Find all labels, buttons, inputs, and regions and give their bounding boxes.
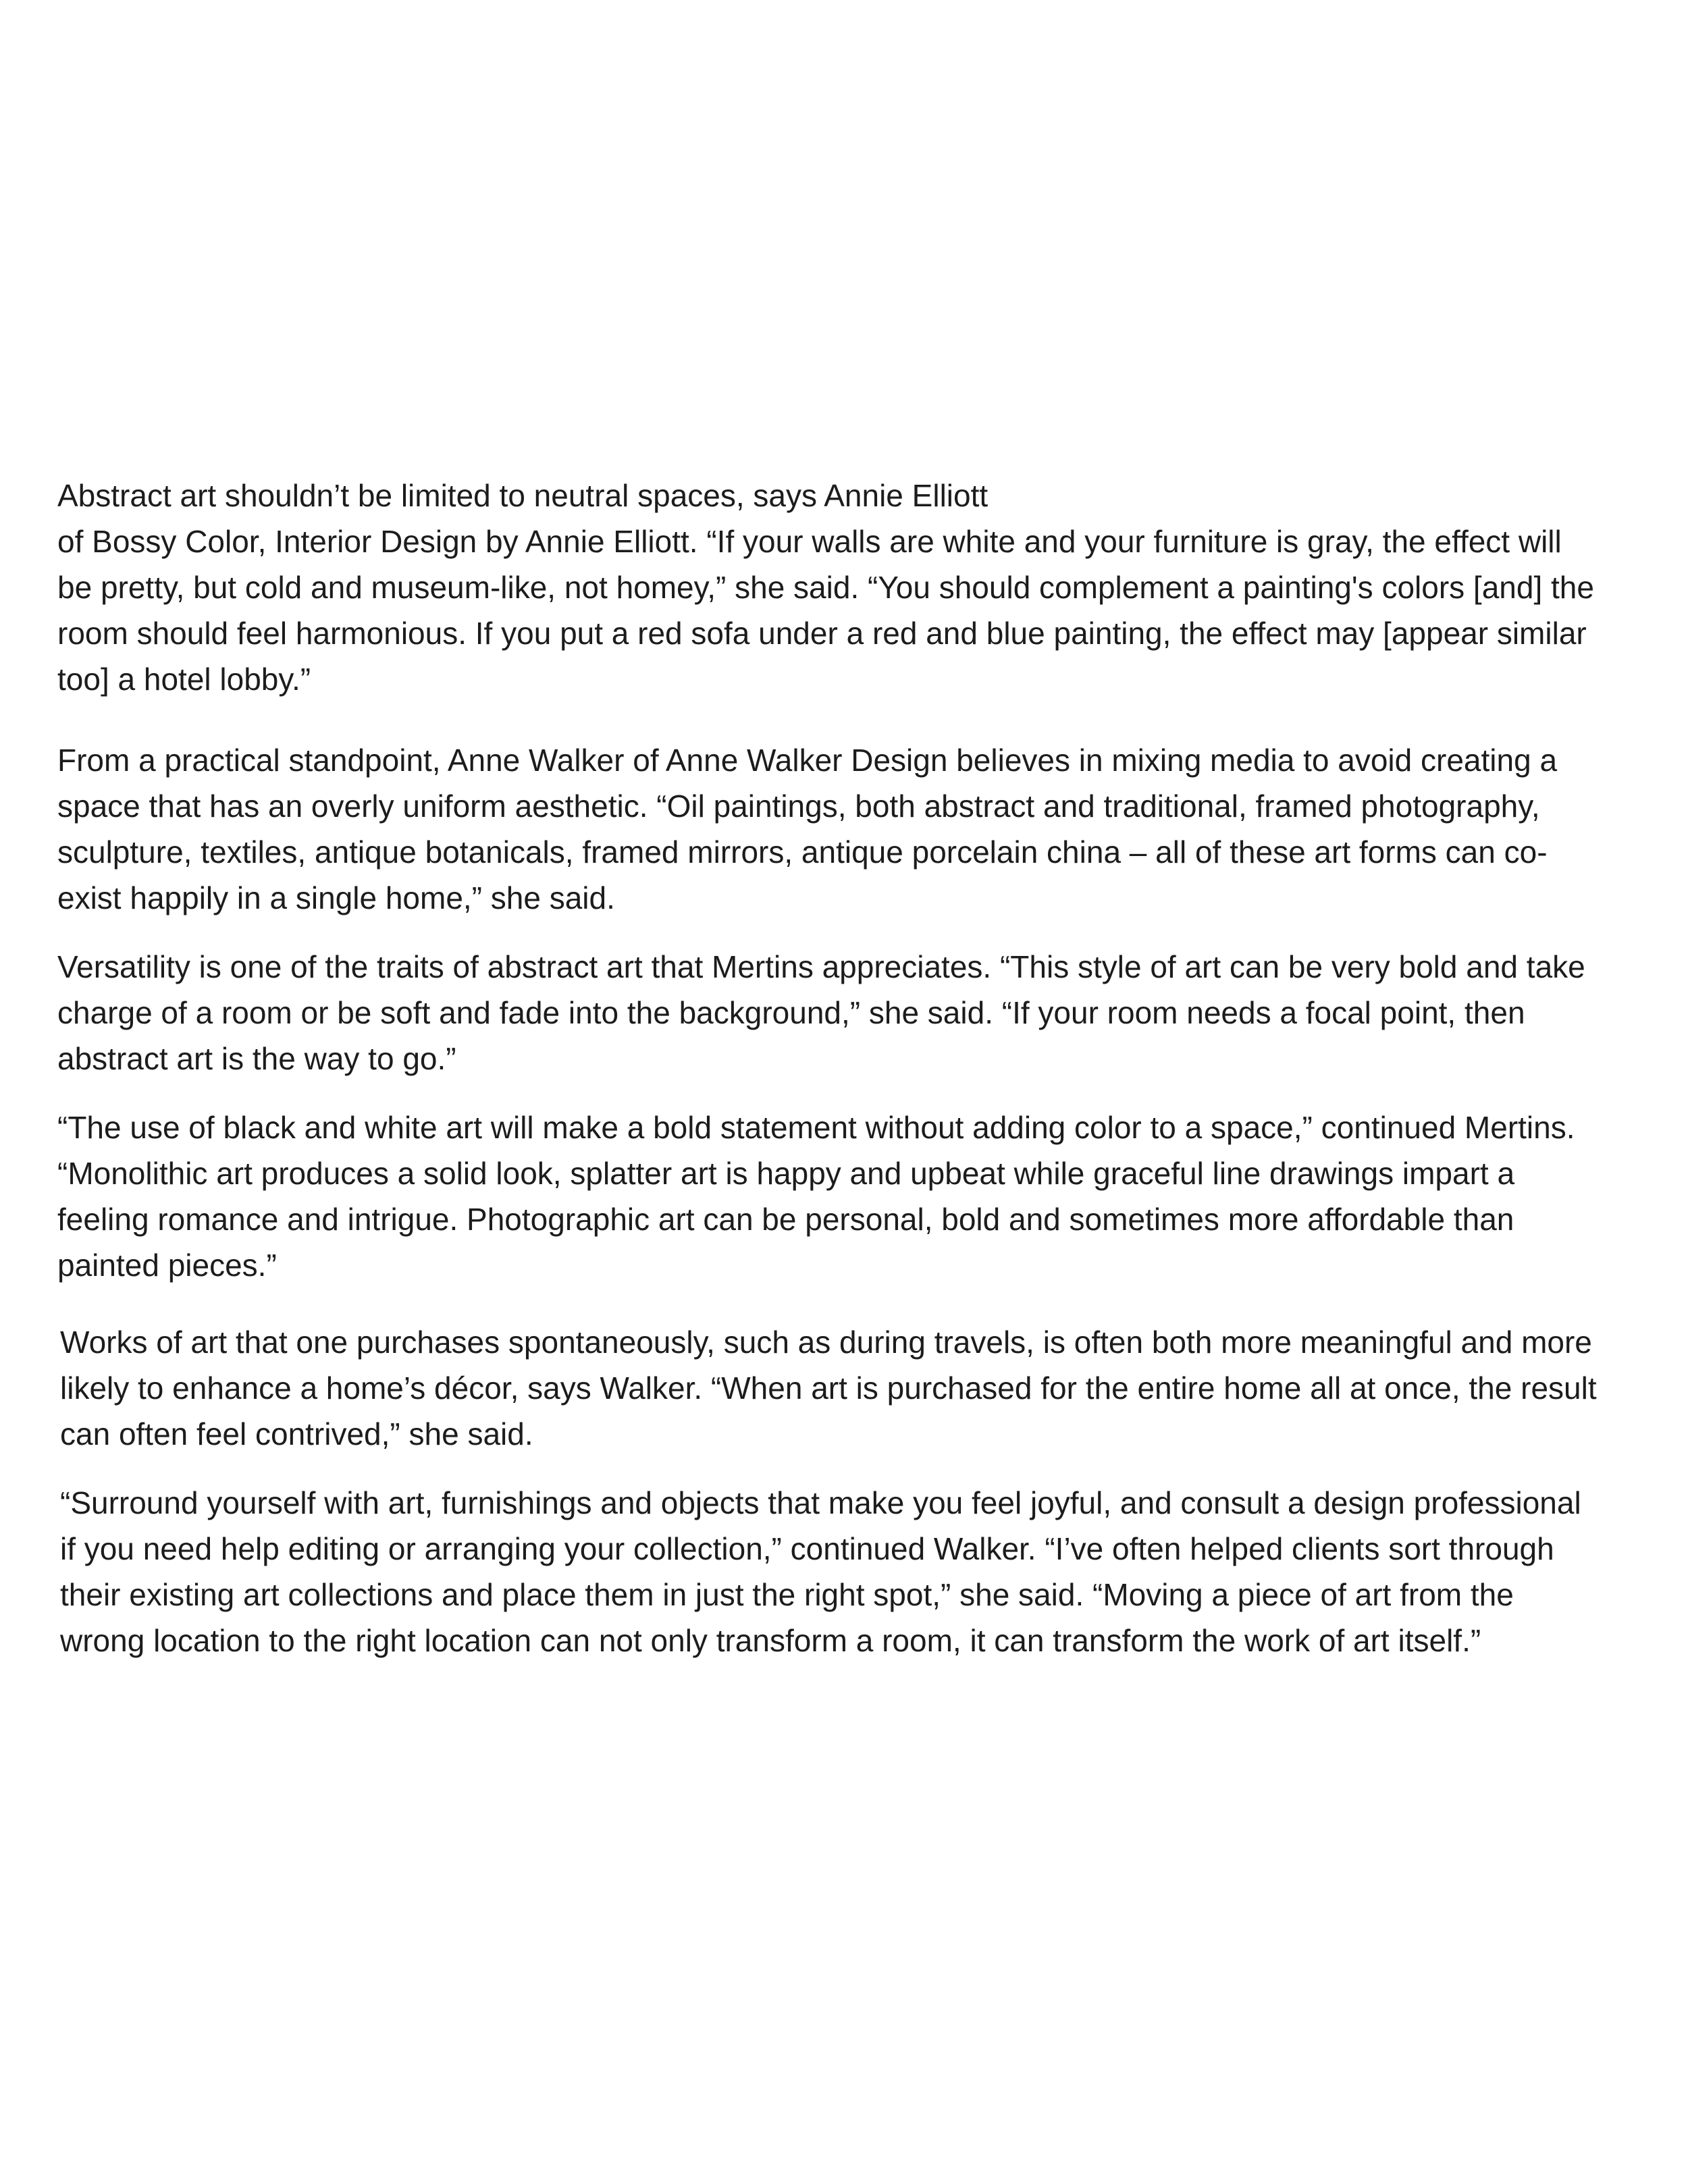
paragraph-spontaneous-purchases: Works of art that one purchases spontaneously, such as during travels, is often both more meaningful and more likely to enhance a home’s décor, says Walker. “When art is purchased for the entire home all at once, the result can often feel contrived,” she said.	[60, 1325, 1597, 1451]
paragraph-versatility: Versatility is one of the traits of abstract art that Mertins appreciates. “This style of art can be very bold and take charge of a room or be soft and fade into the background,” she said. “If your room needs a focal point, then abstract art is the way to go.”	[57, 949, 1585, 1076]
paragraph-annie-elliott: Abstract art shouldn’t be limited to neutral spaces, says Annie Elliott of Bossy Color, Interior Design by Annie Elliott. “If your walls are white and your furniture is gray, the effect will be pretty, but cold and museum-like, not homey,” she said. “You should complement a painting's colors [and] the room should feel harmonious. If you put a red sofa under a red and blue painting, the effect may [appear similar too] a hotel lobby.”	[57, 478, 1594, 697]
paragraph-anne-walker-media: From a practical standpoint, Anne Walker of Anne Walker Design believes in mixing media to avoid creating a space that has an overly uniform aesthetic. “Oil paintings, both abstract and traditional, framed photography, sculpture, textiles, antique botanicals, framed mirrors, antique porcelain china – all of these art forms can co-exist happily in a single home,” she said.	[57, 743, 1558, 915]
paragraph-black-white-art: “The use of black and white art will make a bold statement without adding color to a space,” continued Mertins. “Monolithic art produces a solid look, splatter art is happy and upbeat while graceful line drawings impart a feeling romance and intrigue. Photographic art can be personal, bold and sometimes more affordable than painted pieces.”	[57, 1110, 1575, 1283]
article-body	[57, 473, 1604, 1663]
paragraph-surround-yourself: “Surround yourself with art, furnishings and objects that make you feel joyful, and consult a design professional if you need help editing or arranging your collection,” continued Walker. “I’ve often helped clients sort through their existing art collections and place them in just the right spot,” she said. “Moving a piece of art from the wrong location to the right location can not only transform a room, it can transform the work of art itself.”	[60, 1485, 1581, 1658]
